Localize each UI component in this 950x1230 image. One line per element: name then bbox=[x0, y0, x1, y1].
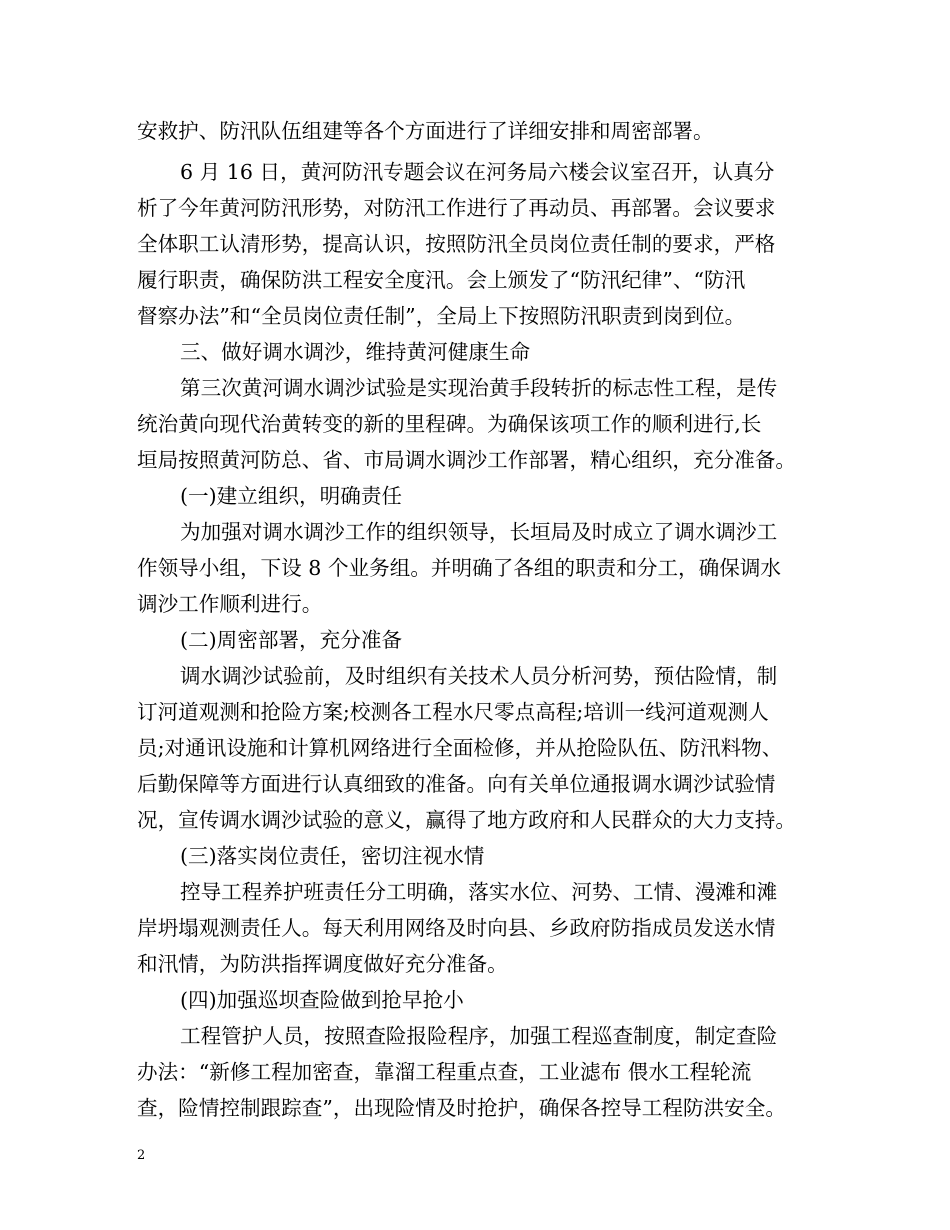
text-line: 调沙工作顺利进行。 bbox=[137, 592, 323, 616]
text-line: 况，宣传调水调沙试验的意义，赢得了地方政府和人民群众的大力支持。 bbox=[137, 808, 796, 832]
subsection-heading: (三)落实岗位责任，密切注视水情 bbox=[180, 844, 485, 868]
page-number: 2 bbox=[137, 1148, 146, 1163]
text-line: 为加强对调水调沙工作的组织领导，长垣局及时成立了调水调沙工 bbox=[180, 520, 778, 544]
text-line: 履行职责，确保防洪工程安全度汛。会上颁发了“防汛纪律”、“防汛 bbox=[137, 268, 746, 292]
subsection-heading: (一)建立组织，明确责任 bbox=[180, 484, 403, 508]
text-line: 全体职工认清形势，提高认识，按照防汛全员岗位责任制的要求，严格 bbox=[137, 232, 776, 256]
text-line: 安救护、防汛队伍组建等各个方面进行了详细安排和周密部署。 bbox=[137, 119, 714, 143]
text-line: 和汛情，为防洪指挥调度做好充分准备。 bbox=[137, 952, 508, 976]
subsection-heading: (四)加强巡坝查险做到抢早抢小 bbox=[180, 988, 464, 1012]
text-line: 督察办法”和“全员岗位责任制”，全局上下按照防汛职责到岗到位。 bbox=[137, 304, 746, 328]
text-line: 统治黄向现代治黄转变的新的里程碑。为确保该项工作的顺利进行,长 bbox=[137, 412, 762, 436]
subsection-heading: (二)周密部署，充分准备 bbox=[180, 628, 403, 652]
text-line: 调水调沙试验前，及时组织有关技术人员分析河势，预估险情，制 bbox=[180, 664, 778, 688]
text-line: 办法：“新修工程加密查，靠溜工程重点查，工业滤布 偎水工程轮流 bbox=[137, 1060, 752, 1084]
text-line: 订河道观测和抢险方案;校测各工程水尺零点高程;培训一线河道观测人 bbox=[137, 700, 769, 724]
text-line: 员;对通讯设施和计算机网络进行全面检修，并从抢险队伍、防汛料物、 bbox=[137, 736, 783, 760]
text-line: 控导工程养护班责任分工明确，落实水位、河势、工情、漫滩和滩 bbox=[180, 880, 778, 904]
text-line: 6 月 16 日，黄河防汛专题会议在河务局六楼会议室召开，认真分 bbox=[180, 160, 775, 184]
text-line: 析了今年黄河防汛形势，对防汛工作进行了再动员、再部署。会议要求 bbox=[137, 196, 776, 220]
text-line: 岸坍塌观测责任人。每天利用网络及时向县、乡政府防指成员发送水情 bbox=[137, 916, 776, 940]
text-line: 查，险情控制跟踪查”，出现险情及时抢护，确保各控导工程防洪安全。 bbox=[137, 1096, 786, 1120]
text-line: 作领导小组，下设 8 个业务组。并明确了各组的职责和分工，确保调水 bbox=[137, 556, 782, 580]
text-line: 垣局按照黄河防总、省、市局调水调沙工作部署，精心组织，充分准备。 bbox=[137, 448, 796, 472]
text-line: 后勤保障等方面进行认真细致的准备。向有关单位通报调水调沙试验情 bbox=[137, 772, 776, 796]
section-heading: 三、做好调水调沙，维持黄河健康生命 bbox=[180, 340, 531, 364]
text-line: 工程管护人员，按照查险报险程序，加强工程巡查制度，制定查险 bbox=[180, 1024, 778, 1048]
text-line: 第三次黄河调水调沙试验是实现治黄手段转折的标志性工程，是传 bbox=[180, 376, 778, 400]
